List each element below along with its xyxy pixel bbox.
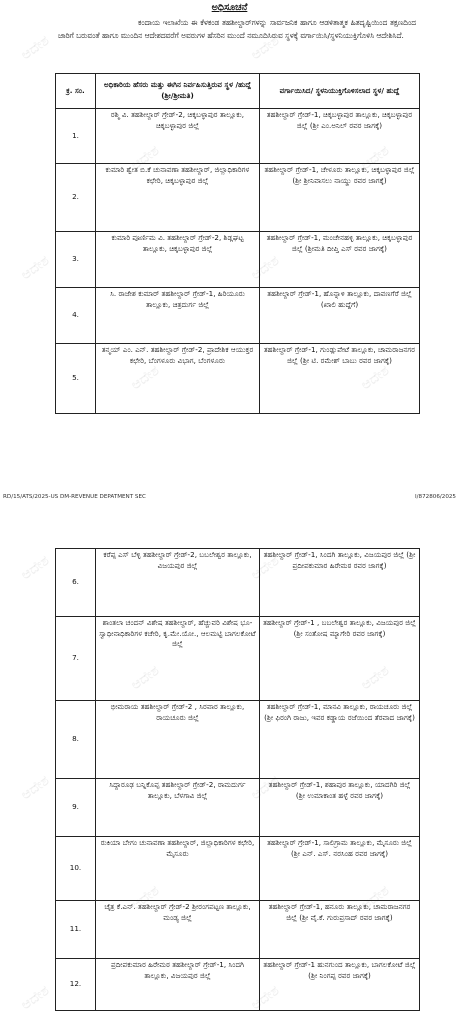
- watermark-text: ಆದೇಶ: [18, 982, 53, 1014]
- table-row: [56, 549, 420, 617]
- watermark-text: ಆದೇಶ: [18, 772, 53, 804]
- watermark-text: ಆದೇಶ: [128, 362, 163, 394]
- officer-cell: ತನ್ಮಯ್ ಎಂ. ಎನ್. ತಹಶೀಲ್ದಾರ್ ಗ್ರೇಡ್-2, ಪ್ರಾದೇಶಿಕ ಆಯುಕ್ತರ ಕಛೇರಿ, ಬೆಂಗಳೂರು ವಿಭಾಗ, ಬೆಂಗಳೂರು: [96, 344, 260, 414]
- header-sl-no: ಕ್ರ. ಸಂ.: [56, 74, 96, 109]
- document-reference-footer: [3, 494, 456, 500]
- watermark-text: ಆದೇಶ: [18, 552, 53, 584]
- officer-cell: ಕರೆಪ್ಪ ಎಸ್ ಬೆಳ್ಳಿ ತಹಶೀಲ್ದಾರ್ ಗ್ರೇಡ್-2, ಬಬಲೇಶ್ವರ ತಾಲ್ಲೂಕು, ವಿಜಯಪುರ ಜಿಲ್ಲೆ: [96, 549, 260, 617]
- table-row: [56, 617, 420, 701]
- posting-cell: ತಹಶೀಲ್ದಾರ್ ಗ್ರೇಡ್-1 , ಬಬಲೇಶ್ವರ ತಾಲ್ಲೂಕು, ವಿಜಯಪುರ ಜಿಲ್ಲೆ (ಶ್ರೀ ಸಂತೋಷ ಮ್ಯಾಗೇರಿ ರವರ ಜಾಗಕ್ಕೆ): [260, 617, 420, 701]
- table-row: [56, 288, 420, 344]
- officer-cell: ಭೀಮರಾಯ ತಹಶೀಲ್ದಾರ್ ಗ್ರೇಡ್-2 , ಸಿರವಾರ ತಾಲ್ಲೂಕು, ರಾಯಚೂರು ಜಿಲ್ಲೆ: [96, 701, 260, 779]
- page-2: [0, 506, 459, 1024]
- row-number: 5.: [56, 344, 96, 414]
- file-reference: RD/15/ATS/2025-US DM-REVENUE DEPATMENT SEC: [3, 494, 146, 500]
- document-number: I/872806/2025: [414, 494, 456, 500]
- watermark-text: ಆದೇಶ: [18, 252, 53, 284]
- watermark-text: ಆದೇಶ: [128, 882, 163, 914]
- row-number: 9.: [56, 779, 96, 837]
- watermark-text: ಆದೇಶ: [358, 662, 393, 694]
- intro-paragraph: ಕಂದಾಯ ಇಲಾಖೆಯ ಈ ಕೆಳಕಂಡ ತಹಶೀಲ್ದಾರ್‌ಗಳನ್ನು ಸಾರ್ವಜನಿಕ ಹಾಗೂ ಆಡಳಿತಾತ್ಮಕ ಹಿತದೃಷ್ಟಿಯಿಂದ ತಕ್ಷಣದಿಂದ ಜಾರಿಗೆ ಬರುವಂತೆ ಹಾಗೂ ಮುಂದಿನ ಆದೇಶದವರೆಗೆ ಅವರುಗಳ ಹೆಸರಿನ ಮುಂದೆ ನಮೂದಿಸಿರುವ ಸ್ಥಳಕ್ಕೆ ವರ್ಗಾಯಿಸಿ/ಸ್ಥಳನಿಯುಕ್ತಿಗೊಳಿಸಿ ಆದೇಶಿಸಿದೆ.: [58, 18, 416, 40]
- posting-cell: ತಹಶೀಲ್ದಾರ್ ಗ್ರೇಡ್-1, ಗುಂಡ್ಲುಪೇಟೆ ತಾಲ್ಲೂಕು, ಚಾಮರಾಜನಗರ ಜಿಲ್ಲೆ (ಶ್ರೀ ಟಿ. ರಮೇಶ್ ಬಾಬು ರವರ ಜಾಗಕ್ಕೆ): [260, 344, 420, 414]
- posting-cell: ತಹಶೀಲ್ದಾರ್ ಗ್ರೇಡ್-1, ಸಿಂದಗಿ ತಾಲ್ಲೂಕು, ವಿಜಯಪುರ ಜಿಲ್ಲೆ (ಶ್ರೀ ಪ್ರದೀಪಕುಮಾರ ಹಿರೇಮಠ ರವರ ಜಾಗಕ್ಕೆ): [260, 549, 420, 617]
- officer-cell: ಸಿದ್ದಾರೂಢ ಬನ್ನಿಕೊಪ್ಪ ತಹಶೀಲ್ದಾರ್ ಗ್ರೇಡ್-2, ರಾಮದುರ್ಗ ತಾಲ್ಲೂಕು, ಬೆಳಗಾವಿ ಜಿಲ್ಲೆ: [96, 779, 260, 837]
- officer-cell: ಕುಮಾರಿ ಶ್ವೇತ ಬಿ.ಕೆ ಚುನಾವಣಾ ತಹಶೀಲ್ದಾರ್, ಜಿಲ್ಲಾಧಿಕಾರಿಗಳ ಕಛೇರಿ, ಚಿಕ್ಕಬಳ್ಳಾಪುರ ಜಿಲ್ಲೆ: [96, 164, 260, 232]
- row-number: 8.: [56, 701, 96, 779]
- table-row: [56, 232, 420, 288]
- row-number: 10.: [56, 837, 96, 901]
- row-number: 4.: [56, 288, 96, 344]
- table-row: [56, 837, 420, 901]
- posting-cell: ತಹಶೀಲ್ದಾರ್ ಗ್ರೇಡ್-1, ಚೇಳೂರು ತಾಲ್ಲೂಕು, ಚಿಕ್ಕಬಳ್ಳಾಪುರ ಜಿಲ್ಲೆ (ಶ್ರೀ ಶ್ರೀನಿವಾಸಲು ನಾಯ್ಡು ರವರ ಜಾಗಕ್ಕೆ): [260, 164, 420, 232]
- row-number: 3.: [56, 232, 96, 288]
- officer-cell: ಚೈತ್ರ ಕೆ.ಎನ್. ತಹಶೀಲ್ದಾರ್ ಗ್ರೇಡ್-2 ಶ್ರೀರಂಗಪಟ್ಟಣ ತಾಲ್ಲೂಕು, ಮಂಡ್ಯ ಜಿಲ್ಲೆ: [96, 901, 260, 959]
- row-number: 2.: [56, 164, 96, 232]
- page-1: [0, 0, 459, 500]
- watermark-text: ಆದೇಶ: [358, 362, 393, 394]
- watermark-text: ಆದೇಶ: [18, 32, 53, 64]
- header-posting: ವರ್ಗಾಯಿಸಿದ/ ಸ್ಥಳನಿಯುಕ್ತಿಗೊಳಿಸಲಾದ ಸ್ಥಳ/ ಹುದ್ದೆ: [260, 74, 420, 109]
- row-number: 11.: [56, 901, 96, 959]
- row-number: 6.: [56, 549, 96, 617]
- row-number: 7.: [56, 617, 96, 701]
- officer-cell: ಪ್ರದೀಪಕುಮಾರ ಹಿರೇಮಠ ತಹಶೀಲ್ದಾರ್ ಗ್ರೇಡ್-1, ಸಿಂದಗಿ ತಾಲ್ಲೂಕು, ವಿಜಯಪುರ ಜಿಲ್ಲೆ: [96, 959, 260, 1011]
- transfer-table-page-1: [55, 73, 420, 414]
- header-officer: ಅಧಿಕಾರಿಯ ಹೆಸರು ಮತ್ತು ಈಗಿನ ನಿರ್ವಹಿಸುತ್ತಿರುವ ಸ್ಥಳ /ಹುದ್ದೆ (ಶ್ರೀ/ಶ್ರೀಮತಿ): [96, 74, 260, 109]
- table-header-row: [56, 74, 420, 109]
- watermark-text: ಆದೇಶ: [248, 32, 283, 64]
- watermark-text: ಆದೇಶ: [248, 252, 283, 284]
- posting-cell: ತಹಶೀಲ್ದಾರ್ ಗ್ರೇಡ್-1, ಮಾನವಿ ತಾಲ್ಲೂಕು, ರಾಯಚೂರು ಜಿಲ್ಲೆ (ಶ್ರೀ ಫಿರಂಗಿ ರಾಜು, ಇವರ ಕಡ್ಡಾಯ ರಜೆಯಿಂದ ತೆರವಾದ ಜಾಗಕ್ಕೆ): [260, 701, 420, 779]
- table-row: [56, 109, 420, 164]
- document-title: ಅಧಿಸೂಚನೆ: [211, 2, 248, 13]
- table-row: [56, 779, 420, 837]
- table-row: [56, 164, 420, 232]
- transfer-table-page-2: [55, 548, 420, 1011]
- posting-cell: ತಹಶೀಲ್ದಾರ್ ಗ್ರೇಡ್-1, ಚಿಕ್ಕಬಳ್ಳಾಪುರ ತಾಲ್ಲೂಕು, ಚಿಕ್ಕಬಳ್ಳಾಪುರ ಜಿಲ್ಲೆ (ಶ್ರೀ ಎಂ.ಅನಿಲ್ ರವರ ಜಾಗಕ್ಕೆ): [260, 109, 420, 164]
- posting-cell: ತಹಶೀಲ್ದಾರ್ ಗ್ರೇಡ್-1, ಸಾಲಿಗ್ರಾಮ ತಾಲ್ಲೂಕು, ಮೈಸೂರು ಜಿಲ್ಲೆ (ಶ್ರೀ ಎನ್. ಎಸ್. ನರಸಿಂಹ ರವರ ಜಾಗಕ್ಕೆ): [260, 837, 420, 901]
- posting-cell: ತಹಶೀಲ್ದಾರ್ ಗ್ರೇಡ್-1, ಹನೂರು ತಾಲ್ಲೂಕು, ಚಾಮರಾಜನಗರ ಜಿಲ್ಲೆ (ಶ್ರೀ ವೈ.ಕೆ. ಗುರುಪ್ರಸಾದ್ ರವರ ಜಾಗಕ್ಕೆ): [260, 901, 420, 959]
- table-row: [56, 959, 420, 1011]
- table-row: [56, 701, 420, 779]
- officer-cell: ಶಾಂತಲಾ ಚಂದನ್ ವಿಶೇಷ ತಹಶೀಲ್ದಾರ್, ಹೆಚ್ಚುವರಿ ವಿಶೇಷ ಭೂ-ಸ್ವಾಧೀನಾಧಿಕಾರಿಗಳ ಕಚೇರಿ, ಕೃ.ಮೇ.ಯೋ., ಆಲಮಟ್ಟಿ ಬಾಗಲಕೋಟೆ ಜಿಲ್ಲೆ: [96, 617, 260, 701]
- officer-cell: ಸಿ. ರಾಜೇಶ ಕುಮಾರ್ ತಹಶೀಲ್ದಾರ್ ಗ್ರೇಡ್-1, ಹಿರಿಯೂರು ತಾಲ್ಲೂಕು, ಚಿತ್ರದುರ್ಗ ಜಿಲ್ಲೆ: [96, 288, 260, 344]
- posting-cell: ತಹಶೀಲ್ದಾರ್ ಗ್ರೇಡ್-1, ಶಹಾಪುರ ತಾಲ್ಲೂಕು, ಯಾದಗಿರಿ ಜಿಲ್ಲೆ (ಶ್ರೀ ಉಮಾಕಾಂತ ಹಳ್ಳೆ ರವರ ಜಾಗಕ್ಕೆ): [260, 779, 420, 837]
- watermark-text: ಆದೇಶ: [248, 552, 283, 584]
- posting-cell: ತಹಶೀಲ್ದಾರ್ ಗ್ರೇಡ್-1, ಹೊನ್ನಾಳಿ ತಾಲ್ಲೂಕು, ದಾವಣಗೆರೆ ಜಿಲ್ಲೆ (ಖಾಲಿ ಹುದ್ದೆಗೆ): [260, 288, 420, 344]
- table-row: [56, 901, 420, 959]
- officer-cell: ರಶ್ಮಿ ವಿ. ತಹಶೀಲ್ದಾರ್ ಗ್ರೇಡ್-2, ಚಿಕ್ಕಬಳ್ಳಾಪುರ ತಾಲ್ಲೂಕು, ಚಿಕ್ಕಬಳ್ಳಾಪುರ ಜಿಲ್ಲೆ: [96, 109, 260, 164]
- watermark-text: ಆದೇಶ: [358, 882, 393, 914]
- watermark-text: ಆದೇಶ: [248, 982, 283, 1014]
- watermark-text: ಆದೇಶ: [128, 142, 163, 174]
- posting-cell: ತಹಶೀಲ್ದಾರ್ ಗ್ರೇಡ್-1 ಹುನಗುಂದ ತಾಲ್ಲೂಕು, ಬಾಗಲಕೋಟೆ ಜಿಲ್ಲೆ (ಶ್ರೀ ನಿಂಗಪ್ಪ ರವರ ಜಾಗಕ್ಕೆ): [260, 959, 420, 1011]
- table-row: [56, 344, 420, 414]
- row-number: 12.: [56, 959, 96, 1011]
- posting-cell: ತಹಶೀಲ್ದಾರ್ ಗ್ರೇಡ್-1, ಮಂಚೇನಹಳ್ಳಿ ತಾಲ್ಲೂಕು, ಚಿಕ್ಕಬಳ್ಳಾಪುರ ಜಿಲ್ಲೆ (ಶ್ರೀಮತಿ ದೀಪ್ತಿ ಎಸ್ ರವರ ಜಾಗಕ್ಕೆ): [260, 232, 420, 288]
- row-number: 1.: [56, 109, 96, 164]
- officer-cell: ರುಕಿಯಾ ಬೇಗಂ ಚುನಾವಣಾ ತಹಶೀಲ್ದಾರ್, ಜಿಲ್ಲಾಧಿಕಾರಿಗಳ ಕಛೇರಿ, ಮೈಸೂರು: [96, 837, 260, 901]
- watermark-text: ಆದೇಶ: [128, 662, 163, 694]
- watermark-text: ಆದೇಶ: [358, 142, 393, 174]
- watermark-text: ಆದೇಶ: [248, 772, 283, 804]
- officer-cell: ಕುಮಾರಿ ಪೂರ್ಣಿಮ ವಿ. ತಹಶೀಲ್ದಾರ್ ಗ್ರೇಡ್-2, ಶಿಡ್ಲಘಟ್ಟ ತಾಲ್ಲೂಕು, ಚಿಕ್ಕಬಳ್ಳಾಪುರ ಜಿಲ್ಲೆ: [96, 232, 260, 288]
